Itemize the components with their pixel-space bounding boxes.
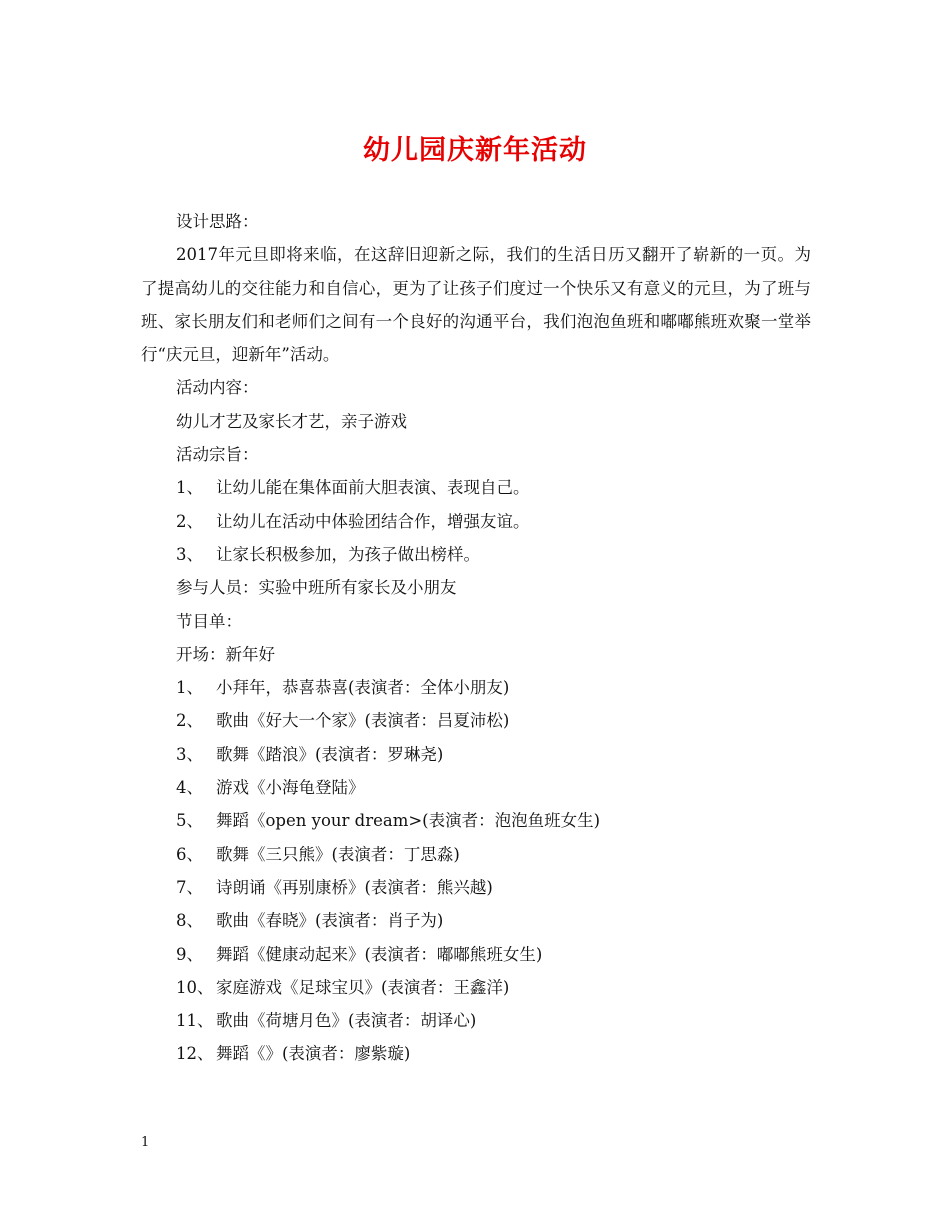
participants-line: 参与人员：实验中班所有家长及小朋友 (176, 578, 457, 598)
document-body (141, 205, 811, 1071)
program-item (141, 1037, 811, 1070)
program-item (141, 771, 811, 804)
purpose-label: 活动宗旨： (176, 445, 259, 465)
purpose-number: 3、 (176, 544, 203, 564)
opening-line: 开场：新年好 (176, 644, 275, 664)
purpose-text: 让幼儿在活动中体验团结合作，增强友谊。 (216, 511, 530, 531)
program-number: 3、 (176, 744, 203, 764)
content-label: 活动内容： (176, 378, 259, 398)
program-label: 节目单： (176, 611, 242, 631)
program-number: 1、 (176, 678, 203, 698)
program-item (141, 871, 811, 904)
program-item (141, 938, 811, 971)
purpose-item (141, 471, 811, 504)
page-title: 幼儿园庆新年活动 (363, 135, 587, 166)
program-item (141, 1004, 811, 1037)
program-text: 舞蹈《open your dream>(表演者：泡泡鱼班女生) (216, 811, 601, 831)
program-item (141, 904, 811, 937)
program-text: 舞蹈《》(表演者：廖紫璇) (216, 1044, 411, 1064)
program-number: 11、 (176, 1011, 214, 1031)
program-item (141, 971, 811, 1004)
page-number: 1 (141, 1135, 150, 1150)
program-number: 8、 (176, 911, 203, 931)
intro-paragraph: 2017年元旦即将来临，在这辞旧迎新之际，我们的生活日历又翻开了崭新的一页。为了提高幼儿的交往能力和自信心，更为了让孩子们度过一个快乐又有意义的元旦，为了班与班、家长朋友们和老师们之间有一个良好的沟通平台，我们泡泡鱼班和嘟嘟熊班欢聚一堂举行“庆元旦，迎新年”活动。 (141, 245, 811, 365)
design-label: 设计思路： (176, 212, 259, 231)
program-text: 歌曲《荷塘月色》(表演者：胡译心) (216, 1011, 477, 1031)
program-list (141, 671, 811, 1071)
program-number: 5、 (176, 811, 203, 831)
purpose-number: 1、 (176, 478, 203, 498)
program-text: 歌曲《好大一个家》(表演者：吕夏沛松) (216, 711, 510, 731)
program-text: 歌曲《春晓》(表演者：肖子为) (216, 911, 444, 931)
purpose-list (141, 471, 811, 571)
program-text: 歌舞《踏浪》(表演者：罗琳尧) (216, 744, 444, 764)
program-number: 2、 (176, 711, 203, 731)
purpose-text: 让幼儿能在集体面前大胆表演、表现自己。 (216, 478, 530, 498)
program-item (141, 804, 811, 837)
program-item (141, 738, 811, 771)
program-text: 小拜年，恭喜恭喜(表演者：全体小朋友) (216, 678, 510, 698)
program-text: 歌舞《三只熊》(表演者：丁思淼) (216, 844, 460, 864)
program-item (141, 671, 811, 704)
purpose-text: 让家长积极参加，为孩子做出榜样。 (216, 544, 480, 564)
program-text: 舞蹈《健康动起来》(表演者：嘟嘟熊班女生) (216, 944, 543, 964)
program-text: 诗朗诵《再别康桥》(表演者：熊兴越) (216, 877, 493, 897)
program-number: 7、 (176, 877, 203, 897)
purpose-item (141, 505, 811, 538)
program-item (141, 838, 811, 871)
program-number: 9、 (176, 944, 203, 964)
program-text: 游戏《小海龟登陆》 (216, 778, 365, 798)
purpose-item (141, 538, 811, 571)
program-number: 12、 (176, 1044, 214, 1064)
program-number: 10、 (176, 977, 214, 997)
program-number: 4、 (176, 778, 203, 798)
purpose-number: 2、 (176, 511, 203, 531)
content-text: 幼儿才艺及家长才艺，亲子游戏 (176, 411, 407, 431)
program-number: 6、 (176, 844, 203, 864)
program-item (141, 704, 811, 737)
program-text: 家庭游戏《足球宝贝》(表演者：王鑫洋) (216, 977, 510, 997)
